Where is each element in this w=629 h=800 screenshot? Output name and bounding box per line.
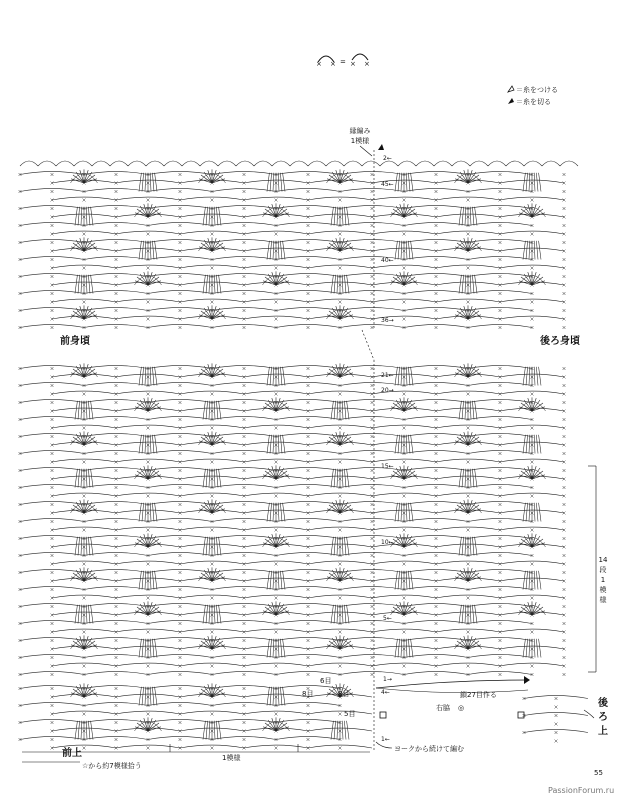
upper-pattern-block: [19, 161, 579, 329]
svg-text:45←: 45←: [381, 181, 394, 188]
cut-yarn-legend: [508, 97, 551, 106]
side-seam-label: 右脇: [436, 704, 450, 712]
edging-label: 縁編み: [349, 127, 371, 135]
attach-yarn-text: ＝糸をつける: [516, 86, 558, 94]
watermark: PassionForum.ru: [548, 786, 615, 795]
legend-equals: =: [340, 58, 346, 66]
svg-text:×: ×: [364, 60, 370, 68]
attach-yarn-legend: [508, 85, 558, 94]
svg-text:14: 14: [598, 556, 608, 564]
edging-repeat-label: 1模様: [350, 137, 370, 145]
svg-text:8目: 8目: [302, 690, 314, 698]
svg-text:2←: 2←: [383, 155, 392, 162]
svg-text:様: 様: [599, 596, 607, 604]
page-number: 55: [594, 769, 603, 777]
back-top-label-1: 後: [598, 698, 608, 709]
svg-text:模: 模: [599, 586, 607, 594]
repeat-bracket: [588, 466, 608, 672]
chain-note: 鎖27目作る: [460, 691, 497, 699]
svg-text:×: ×: [350, 60, 356, 68]
pickup-note: ☆から約7模様拾う: [82, 762, 142, 770]
front-top-label: 前上: [62, 748, 82, 759]
bottom-annotations: [22, 696, 609, 770]
svg-text:×: ×: [316, 60, 322, 68]
back-body-label: 後ろ身頃: [540, 336, 580, 347]
yoke-note: ヨークから続けて編む: [394, 745, 464, 753]
svg-text:21←: 21←: [381, 372, 394, 379]
svg-text:20→: 20→: [381, 387, 394, 394]
back-top-label-2: ろ: [598, 712, 608, 723]
svg-text:1: 1: [600, 576, 606, 584]
svg-text:5目: 5目: [344, 710, 356, 718]
svg-text:8目: 8目: [338, 690, 350, 698]
svg-text:10←: 10←: [381, 539, 394, 546]
attach-marker-right: [518, 712, 524, 718]
svg-text:6目: 6目: [320, 677, 332, 685]
svg-text:×: ×: [330, 60, 336, 68]
svg-text:1←: 1←: [381, 736, 390, 743]
svg-text:1→: 1→: [383, 676, 392, 683]
legend-symbol: [316, 54, 370, 68]
svg-text:40←: 40←: [381, 257, 394, 264]
svg-text:15←: 15←: [381, 463, 394, 470]
row-numbers-yoke: [381, 689, 390, 743]
cut-yarn-marker: [378, 144, 384, 150]
svg-text:36→: 36→: [381, 317, 394, 324]
cut-yarn-text: ＝糸を切る: [516, 98, 551, 106]
attach-marker-left: [380, 712, 386, 718]
front-body-label: 前身頃: [60, 336, 90, 347]
stitch-counts: [302, 677, 355, 718]
side-mark: ◎: [458, 704, 465, 712]
svg-text:5←: 5←: [383, 615, 392, 622]
back-top-label-3: 上: [598, 726, 608, 737]
row-numbers-top: [381, 155, 394, 324]
foundation-chain: [376, 676, 530, 718]
foundation-repeat-label: 1模様: [222, 754, 241, 762]
svg-text:4←: 4←: [381, 689, 390, 696]
svg-text:段: 段: [599, 566, 607, 574]
